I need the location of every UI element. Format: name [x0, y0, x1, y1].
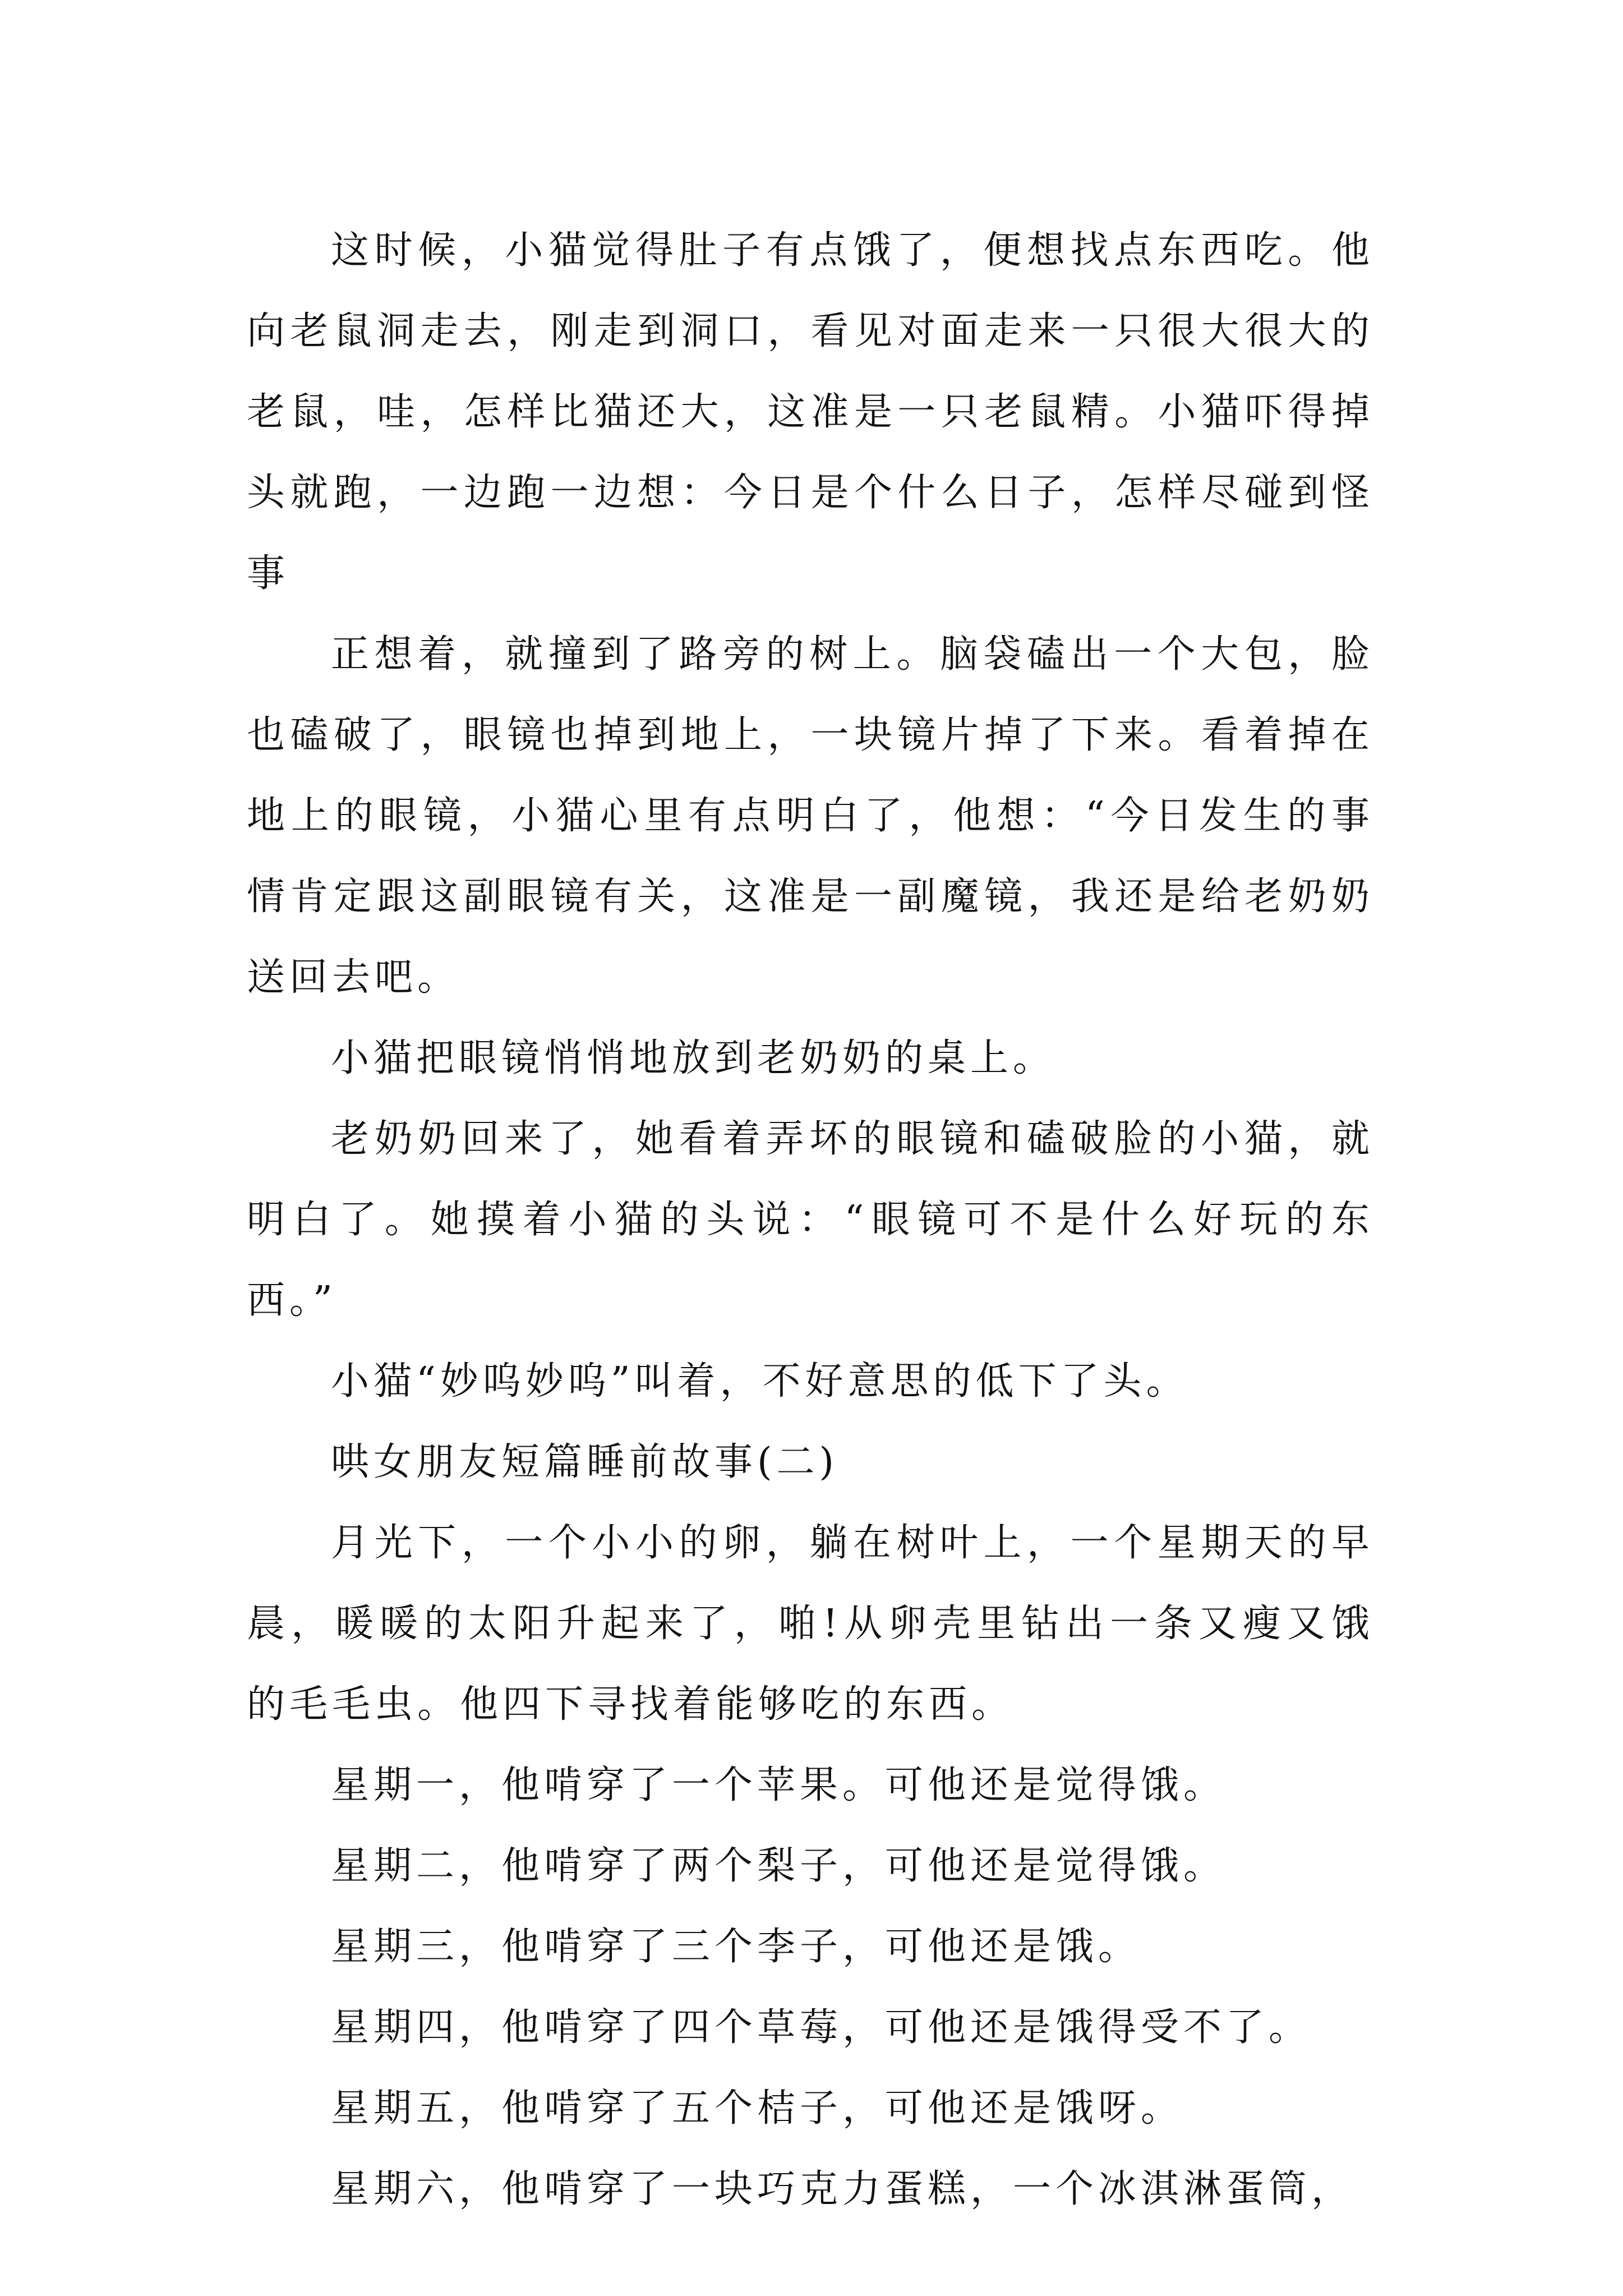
- paragraph-cat-meows: 小猫“妙呜妙呜”叫着，不好意思的低下了头。: [331, 1359, 1189, 1404]
- paragraph-monday: 星期一，他啃穿了一个苹果。可他还是觉得饿。: [331, 1763, 1227, 1807]
- paragraph-tuesday: 星期二，他啃穿了两个梨子，可他还是觉得饿。: [331, 1844, 1227, 1888]
- paragraph-return-glasses: 小猫把眼镜悄悄地放到老奶奶的桌上。: [331, 1036, 1056, 1080]
- paragraph-saturday: 星期六，他啃穿了一块巧克力蛋糕，一个冰淇淋蛋筒，: [331, 2167, 1354, 2211]
- paragraph-friday: 星期五，他啃穿了五个桔子，可他还是饿呀。: [331, 2086, 1184, 2131]
- paragraph-hit-tree: 正想着，就撞到了路旁的树上。脑袋磕出一个大包，脸也磕破了，眼镜也掉到地上，一块镜片掉了下来。看着掉在地上的眼镜，小猫心里有点明白了，他想：“今日发生的事情肯定跟这副眼镜有关，这准是一副魔镜，我还是给老奶奶送回去吧。: [247, 632, 1374, 1000]
- document-body: [247, 210, 1374, 2230]
- paragraph-caterpillar-born: 月光下，一个小小的卵，躺在树叶上，一个星期天的早晨，暖暖的太阳升起来了，啪!从卵壳里钻出一条又瘦又饿的毛毛虫。他四下寻找着能够吃的东西。: [247, 1521, 1374, 1727]
- paragraph-cat-hungry: 这时候，小猫觉得肚子有点饿了，便想找点东西吃。他向老鼠洞走去，刚走到洞口，看见对面走来一只很大很大的老鼠，哇，怎样比猫还大，这准是一只老鼠精。小猫吓得掉头就跑，一边跑一边想：今日是个什么日子，怎样尽碰到怪事: [247, 228, 1374, 596]
- paragraph-thursday: 星期四，他啃穿了四个草莓，可他还是饿得受不了。: [331, 2005, 1312, 2050]
- paragraph-grandma-returns: 老奶奶回来了，她看着弄坏的眼镜和磕破脸的小猫，就明白了。她摸着小猫的头说：“眼镜可不是什么好玩的东西。”: [247, 1117, 1374, 1323]
- section-heading: 哄女朋友短篇睡前故事(二): [331, 1440, 839, 1484]
- paragraph-wednesday: 星期三，他啃穿了三个李子，可他还是饿。: [331, 1925, 1141, 1969]
